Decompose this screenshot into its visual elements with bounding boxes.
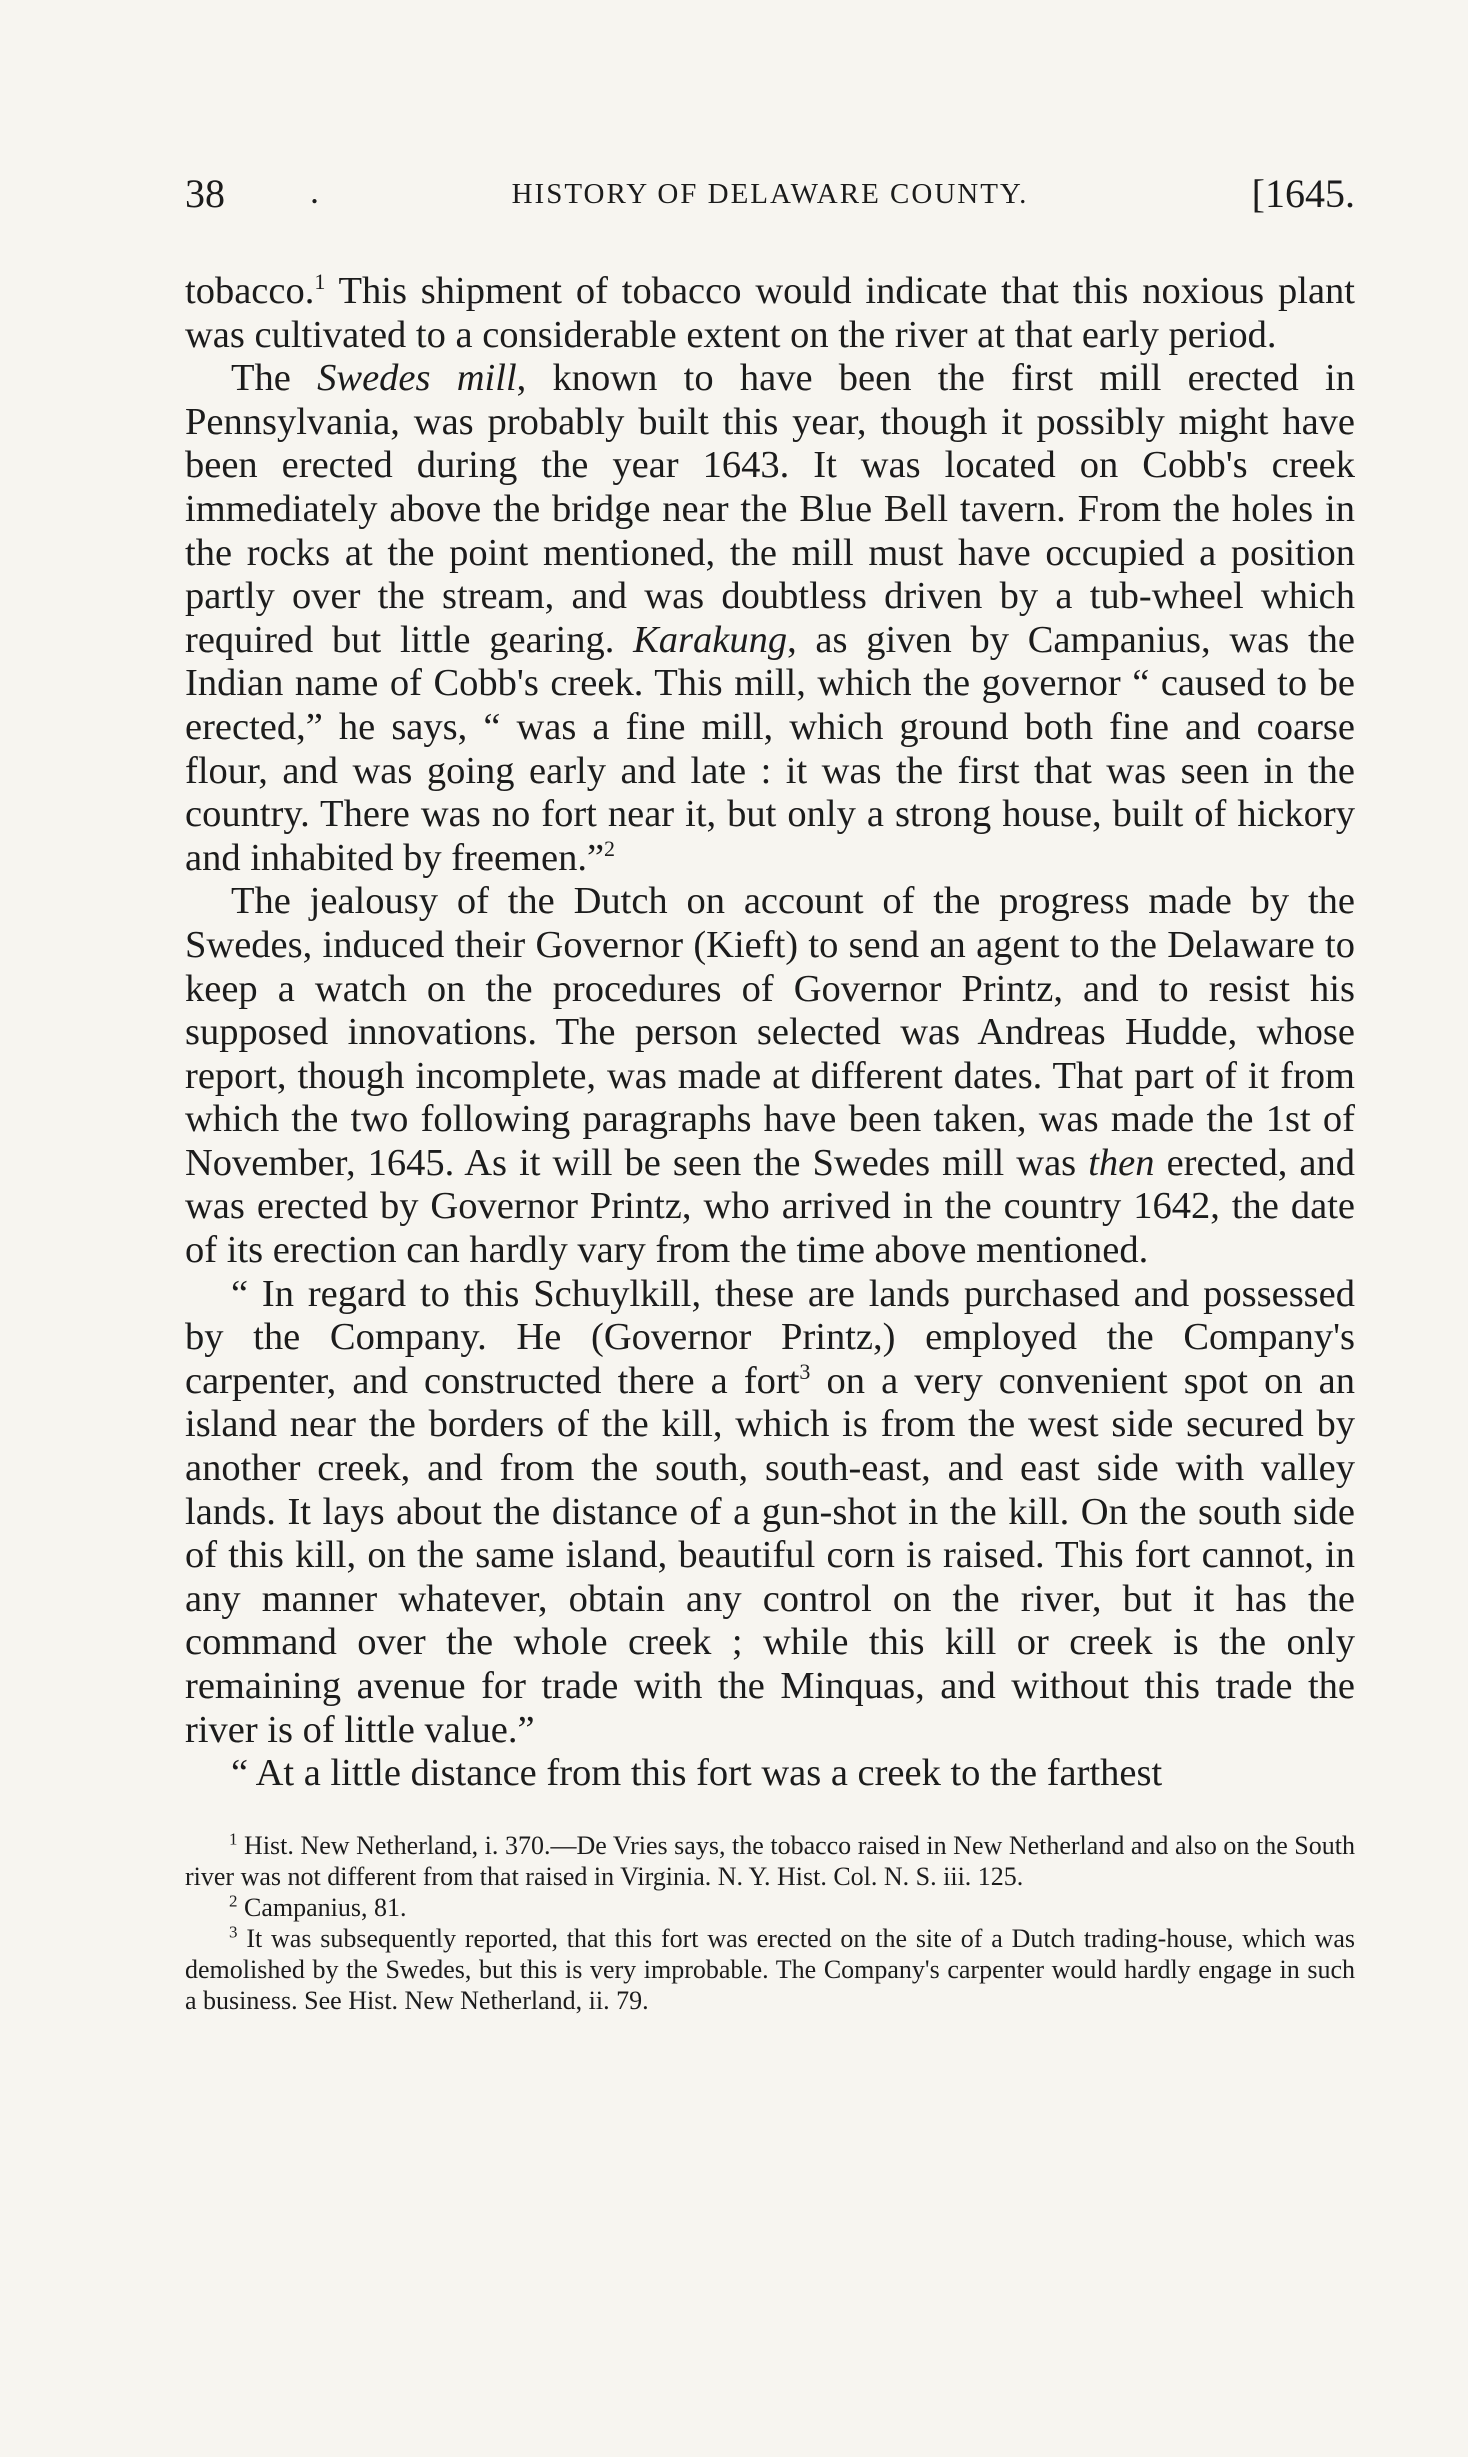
paragraph	[185, 1752, 1355, 1796]
footnote	[185, 1923, 1355, 2016]
text-run: “ In regard to this Schuylkill, these are lands purchased and possessed by the Company. He (Governor Printz,) employed the Company's carpenter, and constructed there a fort	[185, 1272, 1355, 1402]
paragraph	[185, 357, 1355, 880]
text-run: , known to have been the first mill erected in Pennsylvania, was probably built this year, though it possibly might have been erected during the year 1643. It was located on Cobb's creek immediately above the bridge near the Blue Bell tavern. From the holes in the rocks at the point mentioned, the mill must have occupied a position partly over the stream, and was doubtless driven by a tub-wheel which required but little gearing.	[185, 357, 1356, 661]
body-text	[185, 270, 1355, 1796]
footnote-text: Campanius, 81.	[237, 1892, 407, 1922]
running-title: HISTORY OF DELAWARE COUNTY.	[511, 178, 1029, 210]
footnote	[185, 1830, 1355, 1892]
text-run: The	[231, 357, 318, 400]
paragraph	[185, 270, 1355, 357]
footnote	[185, 1892, 1355, 1923]
text-run: “ At a little distance from this fort was a creek to the farthest	[231, 1752, 1163, 1795]
paragraph	[185, 1273, 1355, 1753]
text-run: tobacco.	[185, 270, 315, 312]
italic-text: then	[1088, 1141, 1155, 1184]
italic-text: Karakung	[633, 618, 788, 661]
italic-text: Swedes mill	[317, 357, 517, 400]
footnote-reference: 3	[799, 1359, 811, 1385]
text-run: on a very convenient spot on an island near the borders of the kill, which is from the west side secured by another creek, and from the south, south-east, and east side with valley lands. It lays about the distance of a gun-shot in the kill. On the south side of this kill, on the same island, beautiful corn is raised. This fort cannot, in any manner whatever, obtain any control on the river, but it has the command over the whole creek ; while this kill or creek is the only remaining avenue for trade with the Minquas, and without this trade the river is of little value.”	[185, 1359, 1355, 1751]
footnote-mark: 1	[229, 1829, 238, 1849]
footnote-reference: 1	[314, 269, 326, 295]
footnotes	[185, 1830, 1355, 2016]
footnote-mark: 2	[229, 1891, 238, 1911]
book-page	[185, 170, 1355, 2016]
footnote-reference: 2	[604, 835, 616, 861]
text-run: , as given by Campanius, was the Indian name of Cobb's creek. This mill, which the governor “ caused to be erected,” he says, “ was a fine mill, which ground both fine and coarse flour, and was going early and late : it was the first that was seen in the country. There was no fort near it, but only a strong house, built of hickory and inhabited by freemen.”	[185, 618, 1355, 879]
footnote-mark: 3	[229, 1922, 238, 1942]
footnote-text: Hist. New Netherland, i. 370.—De Vries says, the tobacco raised in New Netherland and also on the South river was not different from that raised in Virginia. N. Y. Hist. Col. N. S. iii. 125.	[185, 1830, 1355, 1891]
text-run: erected, and was erected by Governor Printz, who arrived in the country 1642, the date of its erection can hardly vary from the time above mentioned.	[185, 1141, 1355, 1272]
page-number: 38	[185, 171, 225, 216]
text-run: This shipment of tobacco would indicate that this noxious plant was cultivated to a considerable extent on the river at that early period.	[185, 270, 1355, 356]
text-run: The jealousy of the Dutch on account of the progress made by the Swedes, induced their Governor (Kieft) to send an agent to the Delaware to keep a watch on the procedures of Governor Printz, and to resist his supposed innovations. The person selected was Andreas Hudde, whose report, though incomplete, was made at different dates. That part of it from which the two following paragraphs have been taken, was made the 1st of November, 1645. As it will be seen the Swedes mill was	[185, 880, 1355, 1184]
page-header	[185, 170, 1355, 226]
header-dot: .	[310, 171, 319, 211]
header-year: [1645.	[1251, 171, 1355, 216]
footnote-text: It was subsequently reported, that this fort was erected on the site of a Dutch trading-house, which was demolished by the Swedes, but this is very improbable. The Company's carpenter would hardly engage in such a business. See Hist. New Netherland, ii. 79.	[185, 1923, 1355, 2015]
paragraph	[185, 880, 1355, 1272]
